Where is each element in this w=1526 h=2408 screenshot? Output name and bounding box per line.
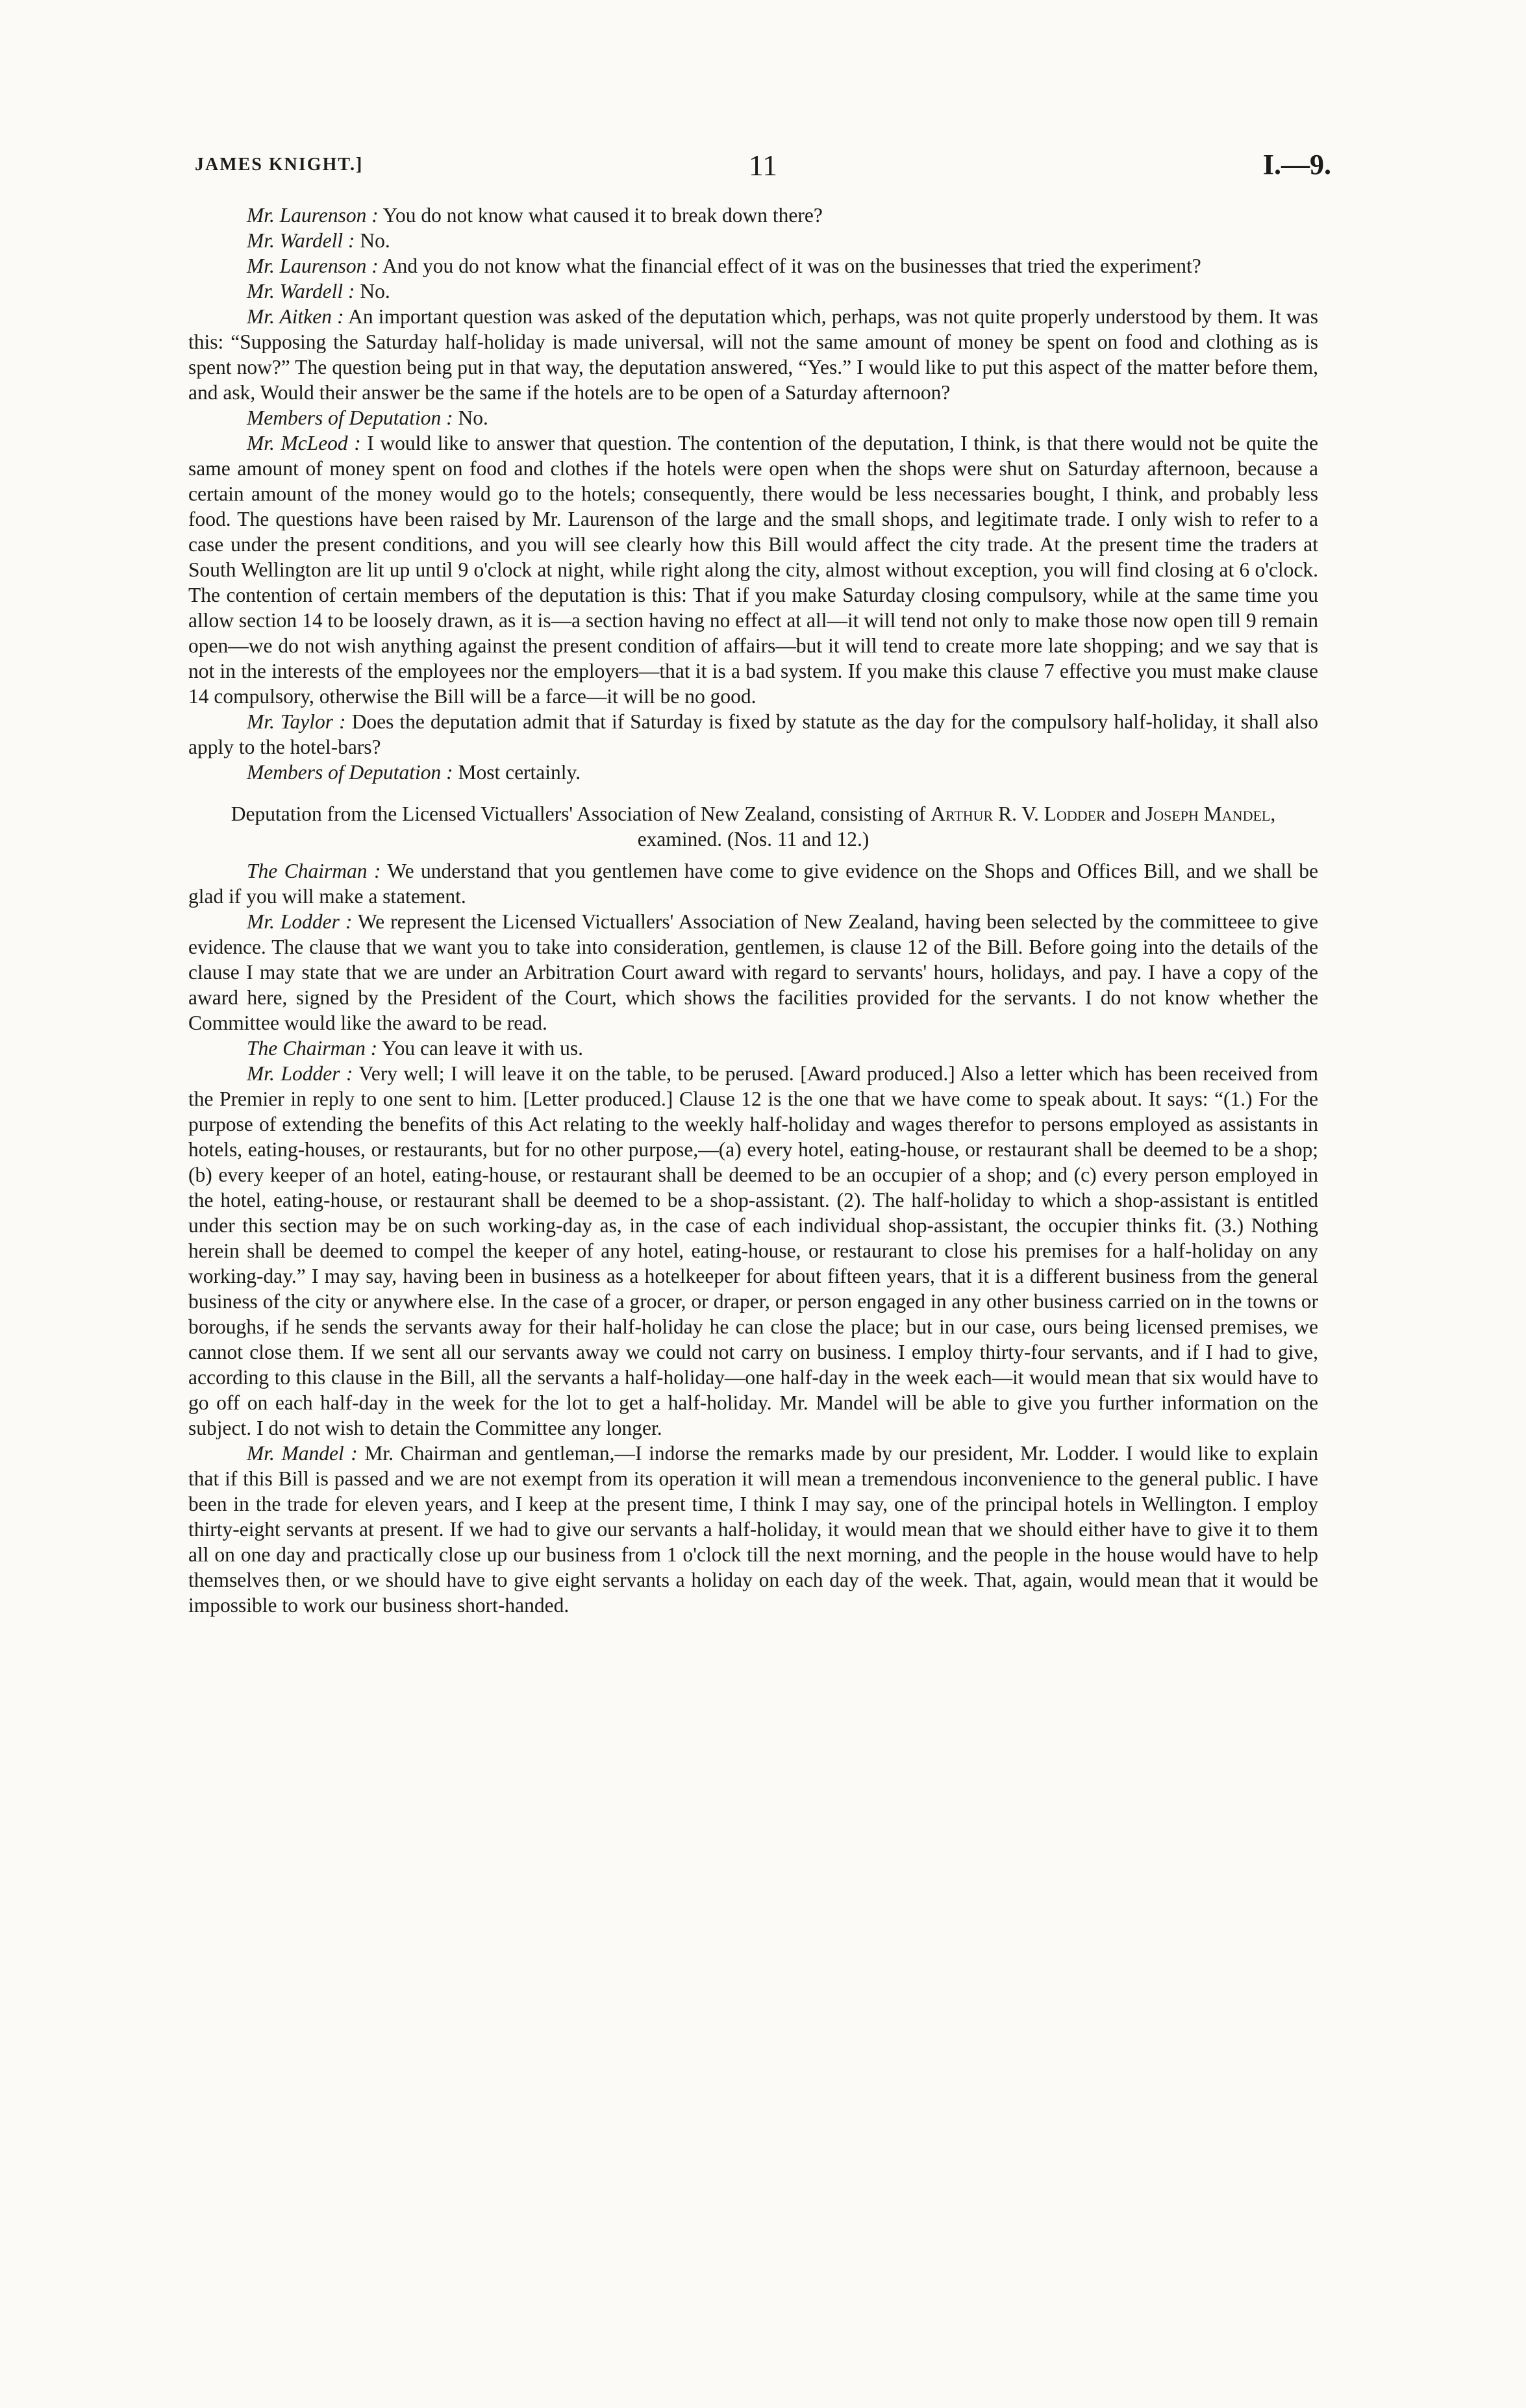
deputation-suffix: , examined. (Nos. 11 and 12.) [637,802,1276,850]
paragraph [188,909,1318,1036]
paragraph [188,858,1318,909]
speech: Very well; I will leave it on the table, to be perused. [Award produced.] Also a letter which has been received from the Premier in reply to one sent to him. [Letter produced.] Clause 12 is the one that we have come to speak about. It says: “(1.) For the purpose of extending the benefits of this Act relating to the weekly half-holiday and wages therefor to persons employed as assistants in hotels, eating-houses, or restaurants, but for no other purpose,—(a) every hotel, eating-house, or restaurant shall be deemed to be a shop; (b) every keeper of an hotel, eating-house, or restaurant shall be deemed to be an occupier of a shop; and (c) every person employed in the hotel, eating-house, or restaurant shall be deemed to be a shop-assistant. (2). The half-holiday to which a shop-assistant is entitled under this section may be on such working-day as, in the case of each individual shop-assistant, the occupier thinks fit. (3.) Nothing herein shall be deemed to compel the keeper of any hotel, eating-house, or restaurant to close his premises for a half-holiday on any working-day.” I may say, having been in business as a hotelkeeper for about fifteen years, that it is a different business from the general business of the city or anywhere else. In the case of a grocer, or draper, or person engaged in any other business carried on in the towns or boroughs, if he sends the servants away for their half-holiday he can close the place; but in our case, ours being licensed premises, we cannot close them. If we sent all our servants away we could not carry on business. I employ thirty-four servants, and if I had to give, according to this clause in the Bill, all the servants a half-holiday—one half-day in the week each—it would mean that six would have to go off on each half-day in the week for the lot to get a half-holiday. Mr. Mandel will be able to give you further information on the subject. I do not wish to detain the Committee any longer. [188,1062,1318,1439]
paragraph [188,253,1318,279]
speech: And you do not know what the financial effect of it was on the businesses that tried the experiment? [378,254,1201,277]
paragraph [188,430,1318,709]
speaker: Mr. Taylor : [247,710,346,733]
speech: You do not know what caused it to break down there? [378,204,823,227]
speaker: Members of Deputation : [247,761,453,784]
speech: No. [453,406,488,429]
paragraph [188,1061,1318,1441]
paragraph [188,228,1318,253]
paper-reference: I.—9. [1262,149,1331,180]
speech: No. [355,229,390,252]
speech: An important question was asked of the deputation which, perhaps, was not quite properly understood by them. It was this: “Supposing the Saturday half-holiday is made universal, will not the same amount of money be spent on food and clothing as is spent now?” The question being put in that way, the deputation answered, “Yes.” I would like to put this aspect of the matter before them, and ask, Would their answer be the same if the hotels are to be open of a Saturday afternoon? [188,305,1318,404]
speaker: Mr. Wardell : [247,280,355,303]
witness-name-2: Joseph Mandel [1145,802,1271,825]
deputation-heading [188,801,1318,852]
speaker: Mr. Laurenson : [247,254,379,277]
paragraph [188,760,1318,785]
speaker: Mr. Lodder : [247,1062,353,1085]
document-body [188,203,1318,1618]
page-number: 11 [748,149,778,182]
speaker: Mr. Wardell : [247,229,355,252]
page-header [195,148,1331,187]
speech: We understand that you gentlemen have come to give evidence on the Shops and Offices Bill, and we shall be glad if you will make a statement. [188,860,1318,908]
speech: We represent the Licensed Victuallers' Association of New Zealand, having been selected by the committeee to give evidence. The clause that we want you to take into consideration, gentlemen, is clause 12 of the Bill. Before going into the details of the clause I may state that we are under an Arbitration Court award with regard to servants' hours, holidays, and pay. I have a copy of the award here, signed by the President of the Court, which shows the facilities provided for the servants. I do not know whether the Committee would like the award to be read. [188,910,1318,1034]
speaker: The Chairman : [247,860,381,882]
speech: Mr. Chairman and gentleman,—I indorse the remarks made by our president, Mr. Lodder. I would like to explain that if this Bill is passed and we are not exempt from its operation it will mean a tremendous inconvenience to the general public. I have been in the trade for eleven years, and I keep at the present time, I think I may say, one of the principal hotels in Wellington. I employ thirty-eight servants at present. If we had to give our servants a half-holiday, it would mean that we should either have to give it to them all on one day and practically close up our business from 1 o'clock till the next morning, and the people in the house would have to help themselves then, or we should have to give eight servants a holiday on each day of the week. That, again, would mean that it would be impossible to work our business short-handed. [188,1442,1318,1617]
deputation-prefix: Deputation from the Licensed Victuallers' Association of New Zealand, consisting of [231,802,931,825]
paragraph [188,203,1318,228]
paragraph [188,304,1318,405]
header-witness: JAMES KNIGHT.] [195,155,364,175]
speaker: Mr. Mandel : [247,1442,358,1465]
speech: Does the deputation admit that if Saturday is fixed by statute as the day for the compulsory half-holiday, it shall also apply to the hotel-bars? [188,710,1318,758]
speaker: Mr. Aitken : [247,305,344,328]
speaker: Mr. Laurenson : [247,204,379,227]
speech: Most certainly. [453,761,581,784]
paragraph [188,279,1318,304]
speech: You can leave it with us. [377,1037,583,1060]
speaker: Members of Deputation : [247,406,453,429]
witness-name-1: Arthur R. V. Lodder [931,802,1106,825]
speech: I would like to answer that question. The contention of the deputation, I think, is that there would not be quite the same amount of money spent on food and clothes if the hotels were open when the shops were shut on Saturday afternoon, because a certain amount of the money would go to the hotels; consequently, there would be less necessaries bought, I think, and probably less food. The questions have been raised by Mr. Laurenson of the large and the small shops, and legitimate trade. I only wish to refer to a case under the present conditions, and you will see clearly how this Bill would affect the city trade. At the present time the traders at South Wellington are lit up until 9 o'clock at night, while right along the city, almost without exception, you will find closing at 6 o'clock. The contention of certain members of the deputation is this: That if you make Saturday closing compulsory, while at the same time you allow section 14 to be loosely drawn, as it is—a section having no effect at all—it will tend not only to make those now open till 9 remain open—we do not wish anything against the present condition of affairs—but it will tend to create more late shopping; and we say that is not in the interests of the employees nor the employers—that it is a bad system. If you make this clause 7 effective you must make clause 14 compulsory, otherwise the Bill will be a farce—it will be no good. [188,432,1319,708]
speech: No. [355,280,390,303]
speaker: The Chairman : [247,1037,378,1060]
paragraph [188,405,1318,430]
paragraph [188,1441,1318,1618]
paragraph [188,1036,1318,1061]
paragraph [188,709,1318,760]
speaker: Mr. McLeod : [247,432,361,454]
speaker: Mr. Lodder : [247,910,353,933]
deputation-joiner: and [1105,802,1145,825]
